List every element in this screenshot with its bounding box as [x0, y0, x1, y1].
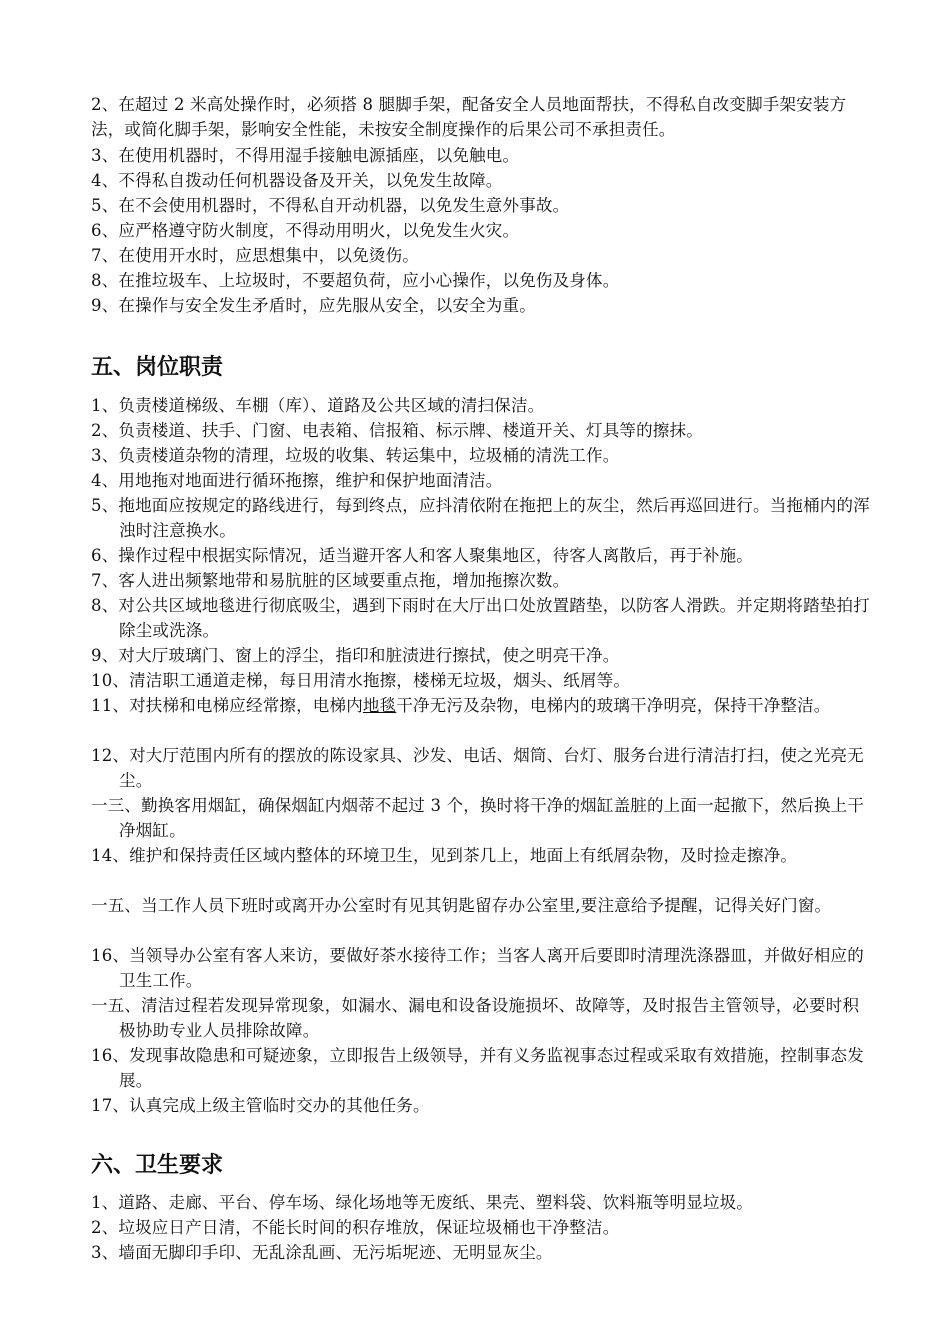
- list-item: 6、操作过程中根据实际情况，适当避开客人和客人聚集地区，待客人离散后，再于补施。: [91, 546, 753, 565]
- list-item: 2、负责楼道、扶手、门窗、电表箱、信报箱、标示牌、楼道开关、灯具等的擦抹。: [91, 421, 703, 440]
- list-item: 16、发现事故隐患和可疑迹象，立即报告上级领导，并有义务监视事态过程或采取有效措施，控制事态发展。: [91, 1046, 864, 1090]
- list-item: 10、清洁职工通道走梯，每日用清水拖擦，楼梯无垃圾，烟头、纸屑等。: [91, 671, 631, 690]
- list-item: 4、用地拖对地面进行循环拖擦，维护和保护地面清洁。: [91, 471, 503, 490]
- list-item: 9、对大厅玻璃门、窗上的浮尘，指印和脏渍进行擦拭，使之明亮干净。: [91, 646, 620, 665]
- list-item: 1、道路、走廊、平台、停车场、绿化场地等无废纸、果壳、塑料袋、饮料瓶等明显垃圾。: [91, 1193, 753, 1212]
- list-item: 14、维护和保持责任区域内整体的环境卫生，见到茶几上，地面上有纸屑杂物，及时捡走擦净。: [91, 846, 798, 865]
- paragraph-safety-4: 4、不得私自拨动任何机器设备及开关，以免发生故障。: [91, 171, 503, 190]
- underlined-term: 地毯: [362, 696, 397, 715]
- paragraph-safety-5: 5、在不会使用机器时，不得私自开动机器，以免发生意外事故。: [91, 196, 570, 215]
- list-item: 一五、清洁过程若发现异常现象，如漏水、漏电和设备设施损坏、故障等，及时报告主管领导，必要时积极协助专业人员排除故障。: [91, 996, 860, 1040]
- list-item-text: 干净无污及杂物，电梯内的玻璃干净明亮，保持干净整洁。: [396, 696, 831, 715]
- list-item-text: 11、对扶梯和电梯应经常擦，电梯内: [91, 696, 363, 715]
- list-item: 17、认真完成上级主管临时交办的其他任务。: [91, 1096, 430, 1115]
- list-item: 一五、当工作人员下班时或离开办公室时有见其钥匙留存办公室里,要注意给予提醒，记得关好门窗。: [91, 896, 832, 915]
- list-item: 1、负责楼道梯级、车棚（库）、道路及公共区域的清扫保洁。: [91, 396, 545, 415]
- list-item: 一三、勤换客用烟缸，确保烟缸内烟蒂不起过 3 个，换时将干净的烟缸盖脏的上面一起撤下，然后换上干净烟缸。: [91, 796, 865, 840]
- section-heading-6: 六、卫生要求: [91, 1152, 224, 1178]
- paragraph-safety-7: 7、在使用开水时，应思想集中，以免烫伤。: [91, 246, 419, 265]
- list-item: [91, 693, 871, 718]
- list-item: 16、当领导办公室有客人来访，要做好茶水接待工作；当客人离开后要即时清理洗涤器皿，并做好相应的卫生工作。: [91, 946, 864, 990]
- list-item: 12、对大厅范围内所有的摆放的陈设家具、沙发、电话、烟筒、台灯、服务台进行清洁打扫，使之光亮无尘。: [91, 746, 864, 790]
- list-item: 5、拖地面应按规定的路线进行，每到终点，应抖清依附在拖把上的灰尘，然后再巡回进行。当拖桶内的浑浊时注意换水。: [91, 496, 870, 540]
- paragraph-safety-9: 9、在操作与安全发生矛盾时，应先服从安全，以安全为重。: [91, 296, 536, 315]
- paragraph-safety-3: 3、在使用机器时，不得用湿手接触电源插座，以免触电。: [91, 146, 520, 165]
- paragraph-safety-2: 2、在超过 2 米高处操作时，必须搭 8 腿脚手架，配备安全人员地面帮扶，不得私自改变脚手架安装方法，或简化脚手架，影响安全性能，未按安全制度操作的后果公司不承担责任。: [91, 95, 847, 139]
- paragraph-safety-6: 6、应严格遵守防火制度，不得动用明火，以免发生火灾。: [91, 221, 520, 240]
- list-item: 2、垃圾应日产日清，不能长时间的积存堆放，保证垃圾桶也干净整洁。: [91, 1218, 620, 1237]
- paragraph-safety-8: 8、在推垃圾车、上垃圾时，不要超负荷，应小心操作，以免伤及身体。: [91, 271, 620, 290]
- section-heading-5: 五、岗位职责: [91, 354, 224, 380]
- list-item: 3、墙面无脚印手印、无乱涂乱画、无污垢坭迹、无明显灰尘。: [91, 1243, 553, 1262]
- list-item: 3、负责楼道杂物的清理，垃圾的收集、转运集中，垃圾桶的清洗工作。: [91, 446, 620, 465]
- list-item: 8、对公共区域地毯进行彻底吸尘，遇到下雨时在大厅出口处放置踏垫，以防客人滑跌。并定期将踏垫拍打除尘或洗涤。: [91, 596, 870, 640]
- list-item: 7、客人进出频繁地带和易肮脏的区域要重点拖，增加拖擦次数。: [91, 571, 570, 590]
